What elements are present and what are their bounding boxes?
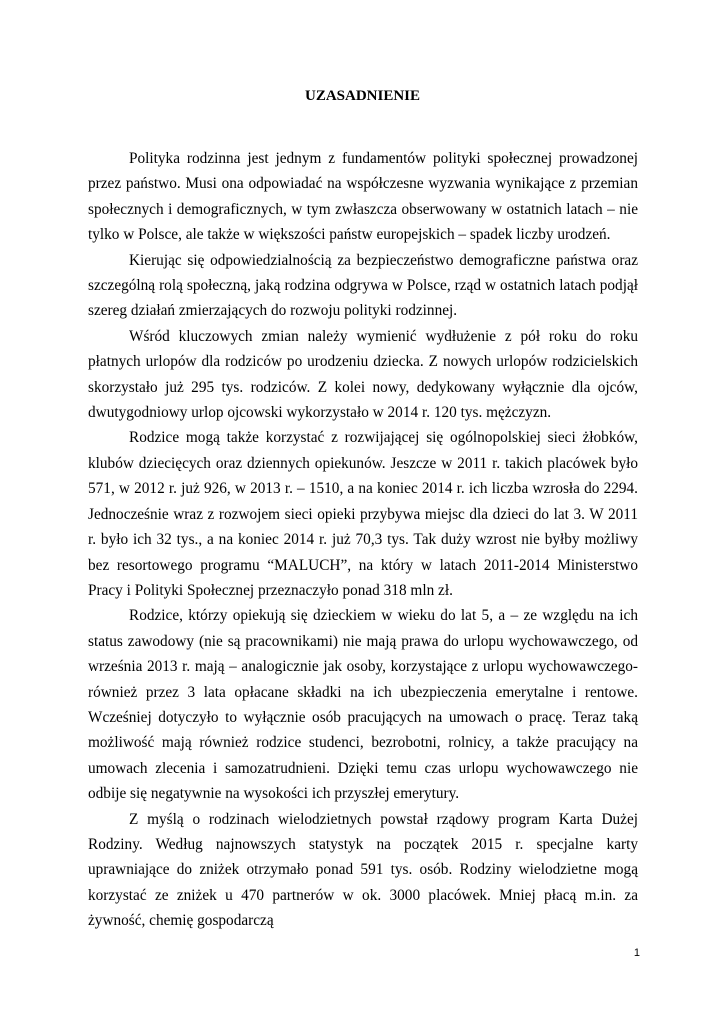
paragraph-nurseries: Rodzice mogą także korzystać z rozwijającej się ogólnopolskiej sieci żłobków, klubów dziecięcych oraz dziennych opiekunów. Jeszcze w 2011 r. takich placówek było 571, w 2012 r. już 926, w 2013 r. – 1510, a na koniec 2014 r. ich liczba wzrosła do 2294. Jednocześnie wraz z rozwojem sieci opieki przybywa miejsc dla dzieci do lat 3. W 2011 r. było ich 32 tys., a na koniec 2014 r. już 70,3 tys. Tak duży wzrost nie byłby możliwy bez resortowego programu “MALUCH”, na który w latach 2011-2014 Ministerstwo Pracy i Polityki Społecznej przeznaczyło ponad 318 mln zł. (88, 429, 638, 599)
document-body (88, 146, 638, 934)
page-number: 1 (633, 947, 640, 959)
paragraph-large-family-card: Z myślą o rodzinach wielodzietnych powstał rządowy program Karta Dużej Rodziny. Według najnowszych statystyk na początek 2015 r. specjalne karty uprawniające do zniżek otrzymało ponad 591 tys. osób. Rodziny wielodzietne mogą korzystać ze zniżek u 470 partnerów w ok. 3000 placówek. Mniej płacą m.in. za żywność, chemię gospodarczą (88, 810, 638, 930)
document-title: UZASADNIENIE (304, 88, 421, 104)
paragraph-parental-leave: Wśród kluczowych zmian należy wymienić wydłużenie z pół roku do roku płatnych urlopów dla rodziców po urodzeniu dziecka. Z nowych urlopów rodzicielskich skorzystało już 295 tys. rodziców. Z kolei nowy, dedykowany wyłącznie dla ojców, dwutygodniowy urlop ojcowski wykorzystało w 2014 r. 120 tys. mężczyzn. (88, 327, 638, 422)
paragraph-family-policy: Polityka rodzinna jest jednym z fundamentów polityki społecznej prowadzonej przez państwo. Musi ona odpowiadać na współczesne wyzwania wynikające z przemian społecznych i demograficznych, w tym zwłaszcza obserwowany w ostatnich latach – nie tylko w Polsce, ale także w większości państw europejskich – spadek liczby urodzeń. (88, 150, 638, 244)
paragraph-pension-contributions: Rodzice, którzy opiekują się dzieckiem w wieku do lat 5, a – ze względu na ich status zawodowy (nie są pracownikami) nie mają prawa do urlopu wychowawczego, od września 2013 r. mają – analogicznie jak osoby, korzystające z urlopu wychowawczego-również przez 3 lata opłacane składki na ich ubezpieczenia emerytalne i rentowe. Wcześniej dotyczyło to wyłącznie osób pracujących na umowach o pracę. Teraz taką możliwość mają również rodzice studenci, bezrobotni, rolnicy, a także pracujący na umowach zlecenia i samozatrudnieni. Dzięki temu czas urlopu wychowawczego nie odbije się negatywnie na wysokości ich przyszłej emerytury. (88, 607, 638, 803)
paragraph-government-actions: Kierując się odpowiedzialnością za bezpieczeństwo demograficzne państwa oraz szczególną rolą społeczną, jaką rodzina odgrywa w Polsce, rząd w ostatnich latach podjął szereg działań zmierzających do rozwoju polityki rodzinnej. (88, 251, 638, 320)
